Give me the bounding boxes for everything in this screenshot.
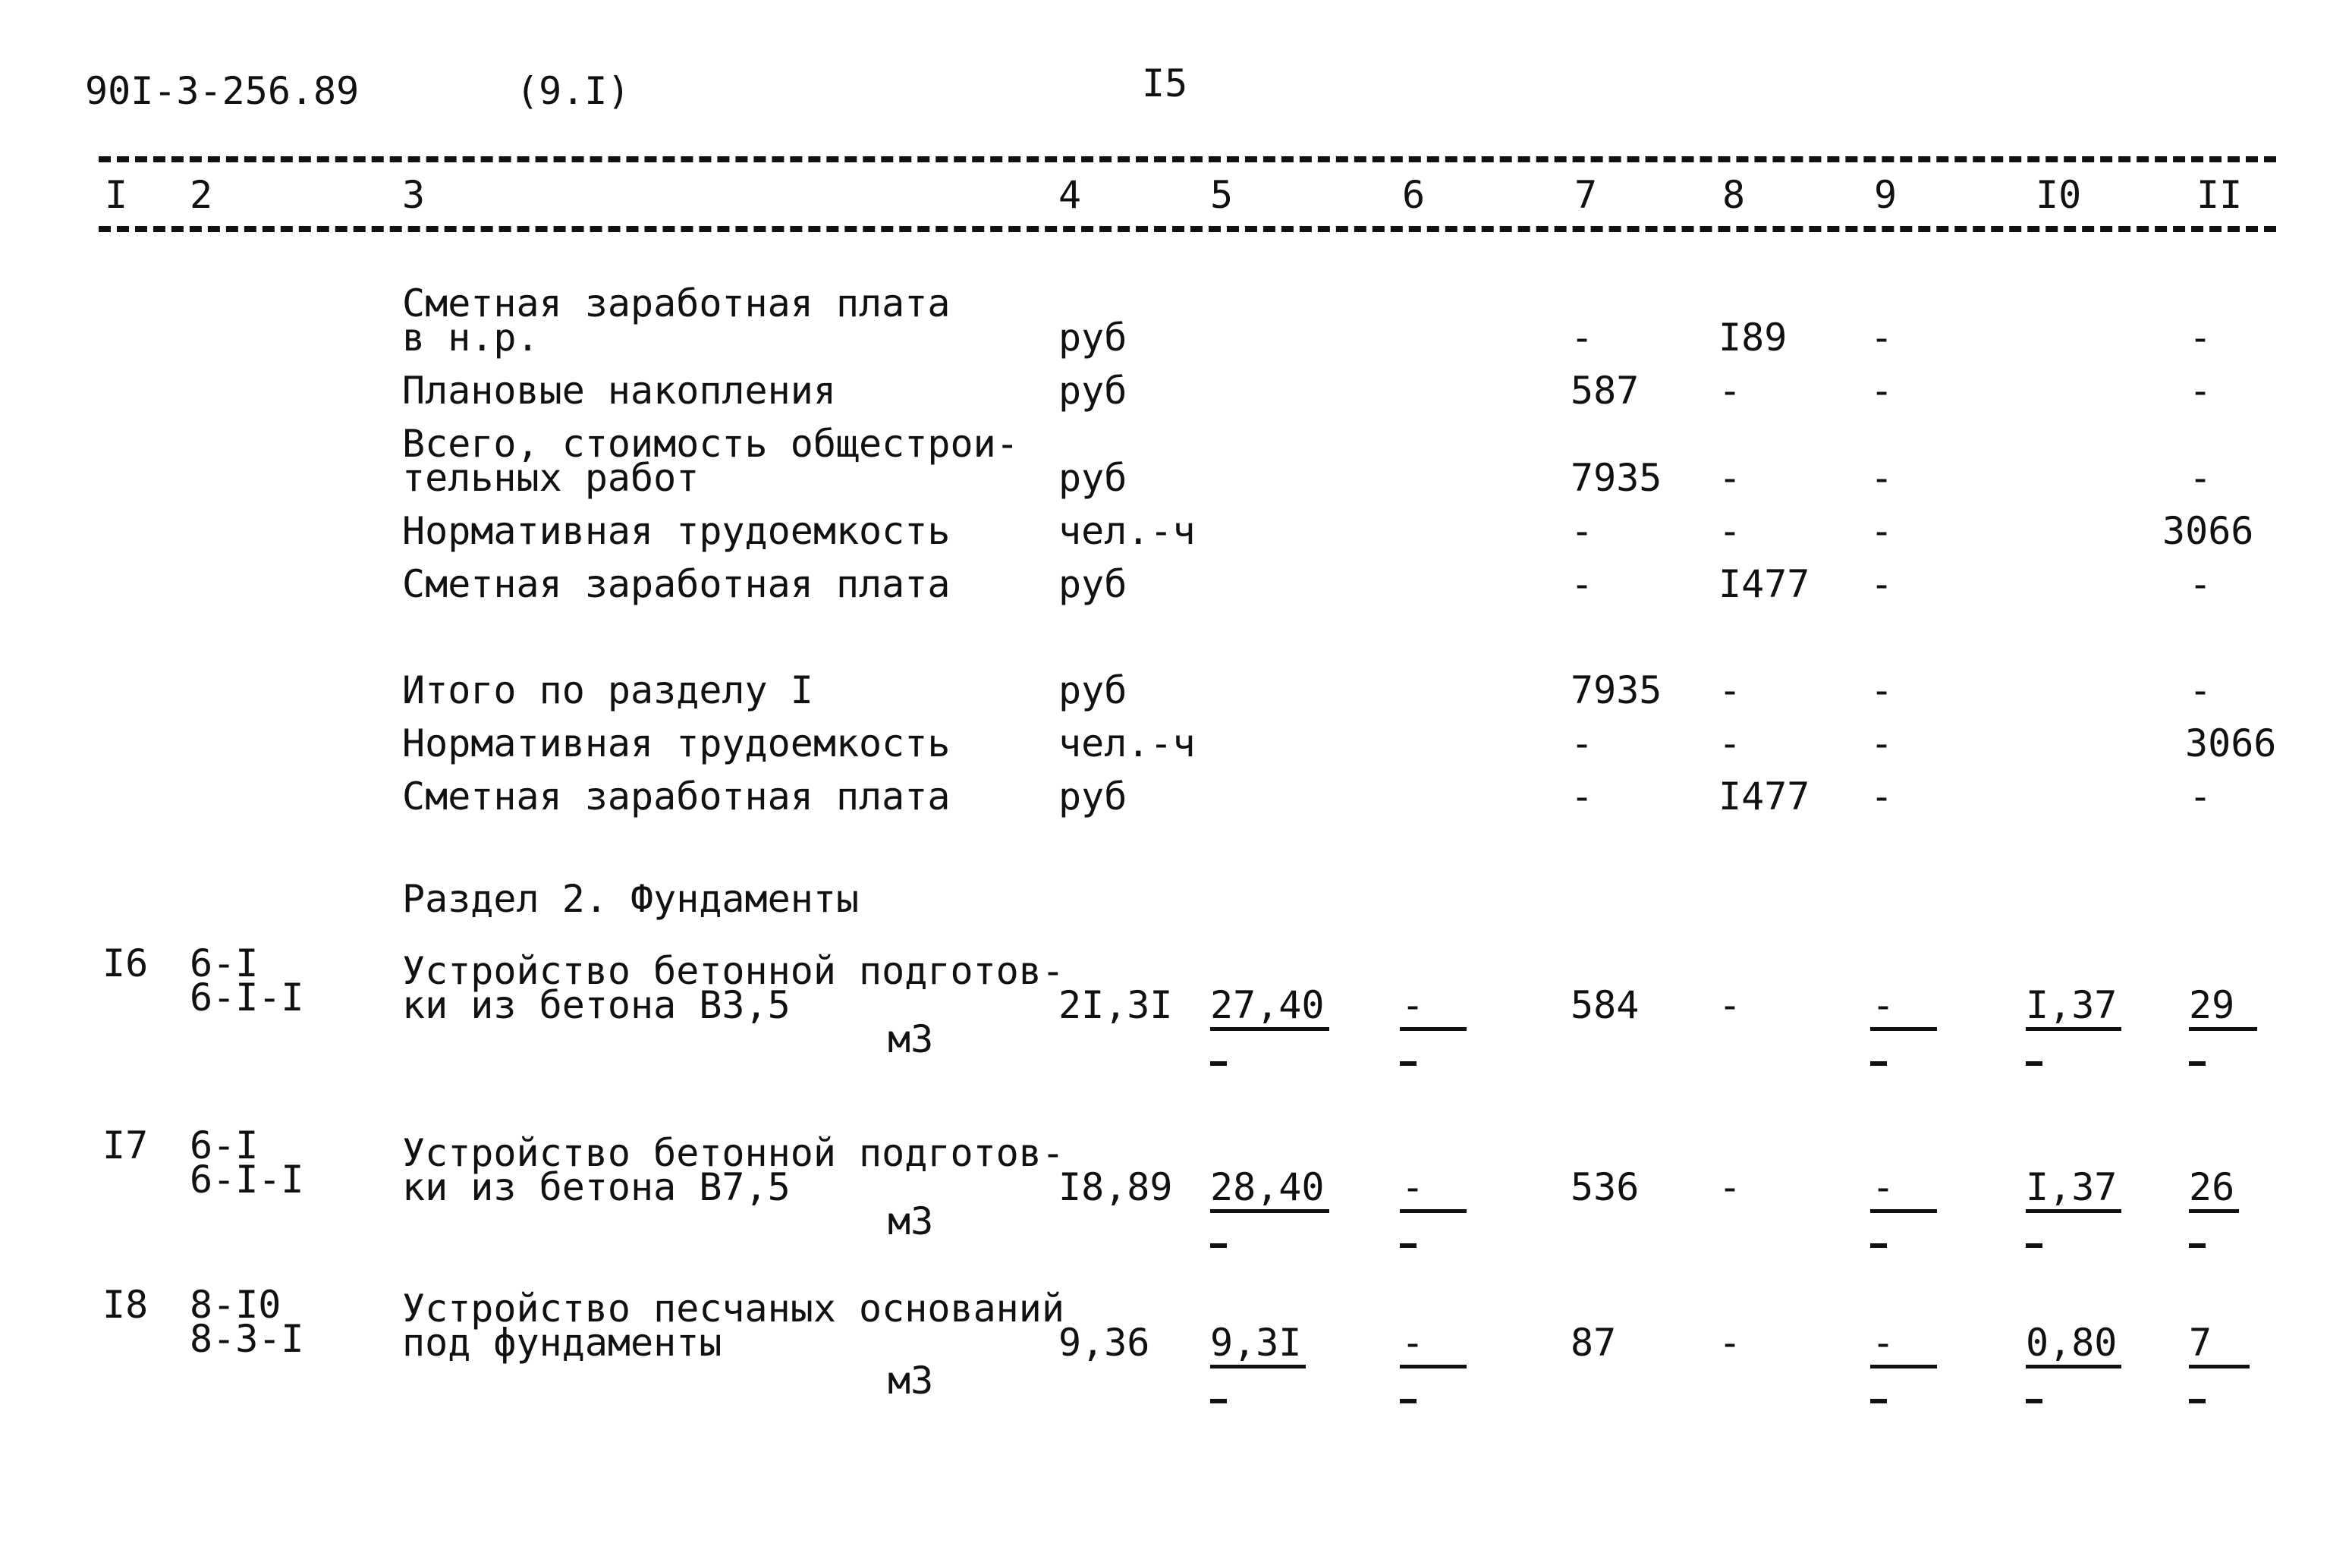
document-code: 90I-3-256.89 — [85, 69, 360, 113]
row-a1-unit: руб — [1058, 316, 1127, 360]
row-a3-name-line1: Всего, стоимость общестрои- — [402, 422, 1019, 466]
header-bottom-rule — [99, 226, 2276, 232]
item-unit: м3 — [888, 1359, 934, 1403]
row-a4-unit: чел.-ч — [1058, 509, 1196, 553]
row-a4-col11: 3066 — [2162, 509, 2254, 553]
row-a2-col7: 587 — [1571, 369, 1640, 413]
row-b1-col9: - — [1870, 668, 1894, 712]
section-2-title: Раздел 2. Фундаменты — [402, 877, 860, 921]
row-a5-col9: - — [1870, 562, 1894, 606]
item-name-line1: Устройство песчаных оснований — [402, 1287, 1064, 1331]
item-name-line1: Устройство бетонной подготов- — [402, 949, 1064, 993]
item-col9: - — [1870, 1168, 1937, 1254]
item-col9: - — [1870, 1324, 1937, 1409]
col-header-4: 4 — [1058, 173, 1082, 217]
item-unit: м3 — [888, 1017, 934, 1061]
row-a2-name: Плановые накопления — [402, 369, 836, 413]
item-col6: - — [1400, 1324, 1467, 1409]
item-col11: 29 — [2189, 986, 2257, 1072]
row-a3-col9: - — [1870, 456, 1894, 500]
row-b1-col7: 7935 — [1571, 668, 1662, 712]
item-col5: 27,40 — [1210, 986, 1329, 1072]
col-header-2: 2 — [190, 173, 213, 217]
row-a5-unit: руб — [1058, 562, 1127, 606]
row-a5-col11: - — [2189, 562, 2212, 606]
row-b2-col7: - — [1571, 721, 1594, 765]
row-b3-col9: - — [1870, 775, 1894, 819]
row-b3-name: Сметная заработная плата — [402, 775, 951, 819]
row-a1-name-line2: в н.р. — [402, 316, 539, 360]
row-a3-col8: - — [1718, 456, 1742, 500]
item-col10: I,37 — [2026, 1168, 2121, 1254]
item-col5: 28,40 — [1210, 1168, 1329, 1254]
item-col11: 26 — [2189, 1168, 2239, 1254]
row-b2-unit: чел.-ч — [1058, 721, 1196, 765]
row-b1-name: Итого по разделу I — [402, 668, 813, 712]
item-unit: м3 — [888, 1199, 934, 1243]
item-col6: - — [1400, 986, 1467, 1072]
item-name-line2: ки из бетона В7,5 — [402, 1165, 791, 1209]
col-header-3: 3 — [402, 173, 426, 217]
row-a1-col8: I89 — [1718, 316, 1788, 360]
item-name-line1: Устройство бетонной подготов- — [402, 1131, 1064, 1175]
item-number: I6 — [102, 941, 149, 985]
item-col4: I8,89 — [1058, 1165, 1173, 1209]
col-header-7: 7 — [1574, 173, 1598, 217]
item-code-line2: 6-I-I — [190, 1158, 304, 1202]
item-name-line2: ки из бетона В3,5 — [402, 983, 791, 1027]
row-a4-name: Нормативная трудоемкость — [402, 509, 951, 553]
item-code-line1: 8-I0 — [190, 1283, 281, 1327]
col-header-8: 8 — [1722, 173, 1746, 217]
row-a4-col7: - — [1571, 509, 1594, 553]
col-header-9: 9 — [1874, 173, 1898, 217]
row-a3-unit: руб — [1058, 456, 1127, 500]
row-b2-col8: - — [1718, 721, 1742, 765]
item-col10: I,37 — [2026, 986, 2121, 1072]
row-b2-name: Нормативная трудоемкость — [402, 721, 951, 765]
row-b1-col11: - — [2189, 668, 2212, 712]
item-col7: 536 — [1571, 1165, 1640, 1209]
item-col7: 87 — [1571, 1321, 1617, 1365]
row-a1-name-line1: Сметная заработная плата — [402, 281, 951, 325]
row-a5-col8: I477 — [1718, 562, 1810, 606]
document-part: (9.I) — [516, 69, 630, 113]
col-header-5: 5 — [1210, 173, 1234, 217]
item-col4: 9,36 — [1058, 1321, 1150, 1365]
row-a5-col7: - — [1571, 562, 1594, 606]
col-header-6: 6 — [1402, 173, 1426, 217]
row-b1-unit: руб — [1058, 668, 1127, 712]
row-a2-col8: - — [1718, 369, 1742, 413]
item-col7: 584 — [1571, 983, 1640, 1027]
row-a2-unit: руб — [1058, 369, 1127, 413]
row-a1-col11: - — [2189, 316, 2212, 360]
header-top-rule — [99, 156, 2276, 162]
item-code-line2: 6-I-I — [190, 976, 304, 1020]
item-code-line1: 6-I — [190, 941, 259, 985]
row-b2-col11: 3066 — [2185, 721, 2277, 765]
item-col8: - — [1718, 1321, 1742, 1365]
row-a2-col11: - — [2189, 369, 2212, 413]
row-a3-col7: 7935 — [1571, 456, 1662, 500]
item-code-line1: 6-I — [190, 1123, 259, 1167]
col-header-11: II — [2196, 173, 2243, 217]
row-a5-name: Сметная заработная плата — [402, 562, 951, 606]
row-b2-col9: - — [1870, 721, 1894, 765]
row-b3-col7: - — [1571, 775, 1594, 819]
row-a3-name-line2: тельных работ — [402, 456, 700, 500]
page-number: I5 — [1142, 61, 1188, 105]
item-col10: 0,80 — [2026, 1324, 2121, 1409]
row-a4-col8: - — [1718, 509, 1742, 553]
row-b3-col8: I477 — [1718, 775, 1810, 819]
col-header-10: I0 — [2036, 173, 2082, 217]
item-col4: 2I,3I — [1058, 983, 1173, 1027]
item-number: I7 — [102, 1123, 149, 1167]
item-code-line2: 8-3-I — [190, 1317, 304, 1361]
col-header-1: I — [105, 173, 128, 217]
item-col11: 7 — [2189, 1324, 2250, 1409]
row-a1-col7: - — [1571, 316, 1594, 360]
item-col8: - — [1718, 1165, 1742, 1209]
row-a2-col9: - — [1870, 369, 1894, 413]
row-a3-col11: - — [2189, 456, 2212, 500]
item-name-line2: под фундаменты — [402, 1321, 722, 1365]
item-col9: - — [1870, 986, 1937, 1072]
row-b3-col11: - — [2189, 775, 2212, 819]
row-b3-unit: руб — [1058, 775, 1127, 819]
item-col8: - — [1718, 983, 1742, 1027]
row-a1-col9: - — [1870, 316, 1894, 360]
item-number: I8 — [102, 1283, 149, 1327]
item-col6: - — [1400, 1168, 1467, 1254]
item-col5: 9,3I — [1210, 1324, 1306, 1409]
row-b1-col8: - — [1718, 668, 1742, 712]
row-a4-col9: - — [1870, 509, 1894, 553]
